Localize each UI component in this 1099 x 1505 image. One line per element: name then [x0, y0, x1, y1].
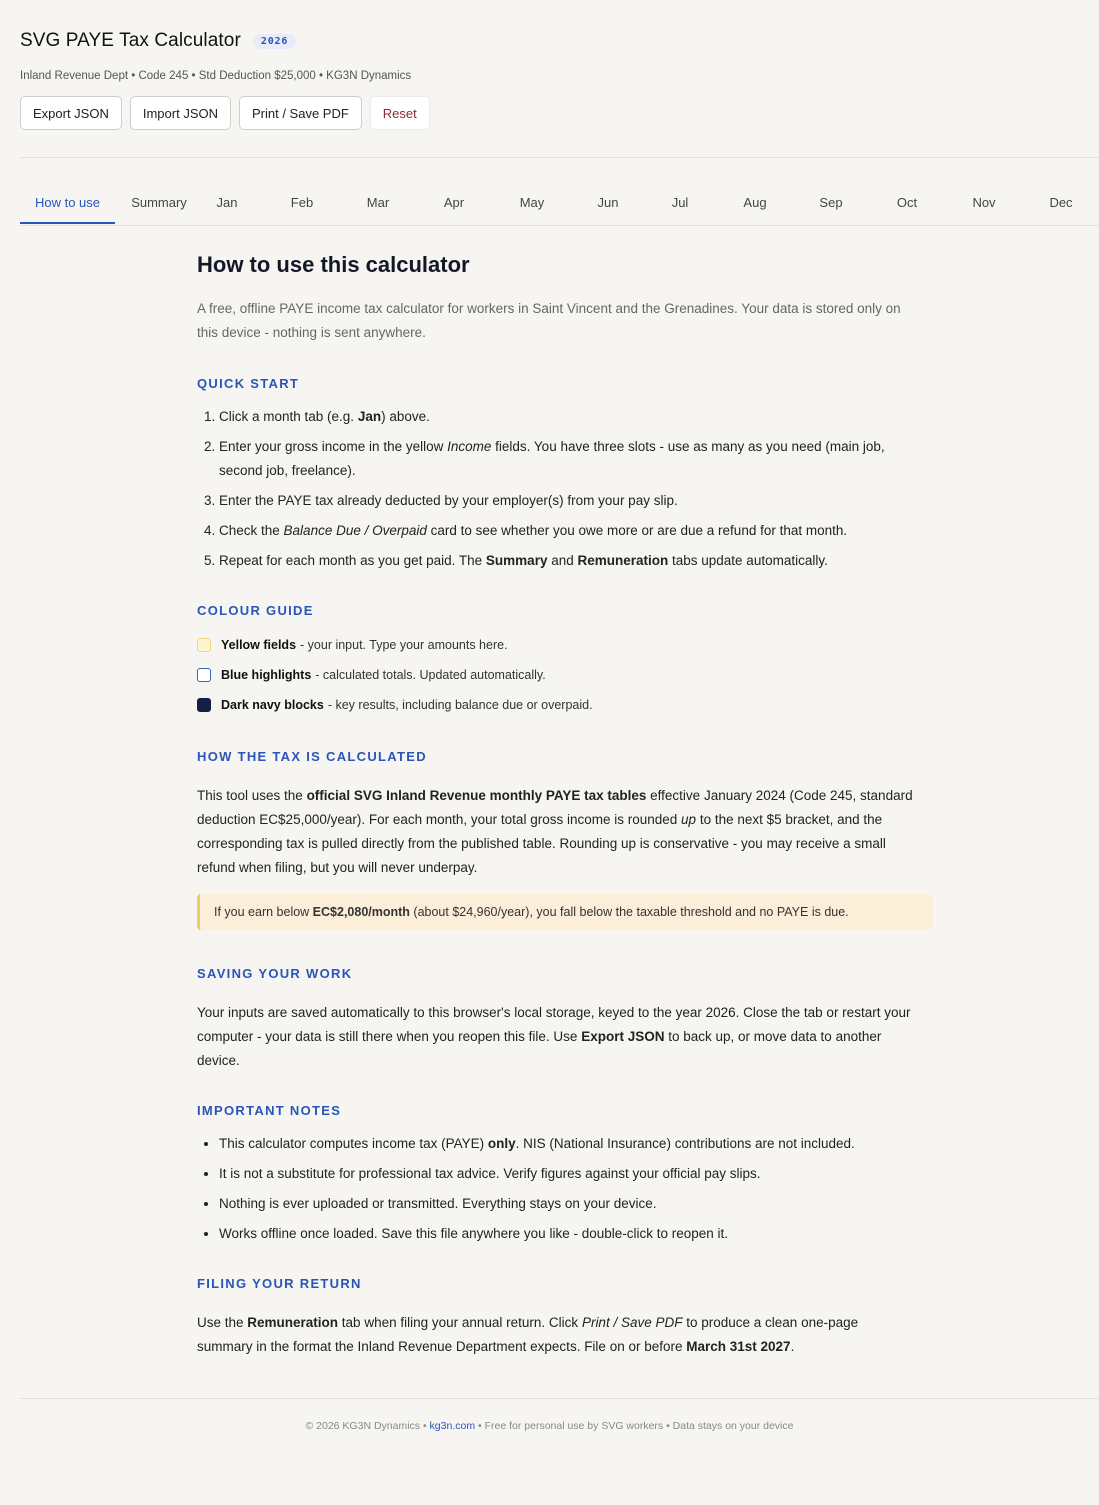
navy-swatch-icon [197, 698, 211, 712]
app-subtitle: Inland Revenue Dept • Code 245 • Std Deduction $25,000 • KG3N Dynamics [20, 70, 412, 82]
section-heading-saving: SAVING YOUR WORK [197, 966, 353, 981]
reset-button[interactable]: Reset [370, 96, 430, 130]
app-title: SVG PAYE Tax Calculator [20, 30, 241, 51]
quick-start-steps [197, 405, 917, 573]
saving-section [197, 966, 917, 1073]
footer-divider [20, 1398, 1099, 1399]
threshold-callout: If you earn below EC$2,080/month (about $24,960/year), you fall below the taxable threshold and no PAYE is due. [197, 894, 933, 930]
header-divider [20, 157, 1099, 158]
app-header [0, 0, 1099, 130]
tab-mar[interactable]: Mar [366, 195, 390, 210]
section-heading-how-tax-calculated: HOW THE TAX IS CALCULATED [197, 749, 427, 764]
note-item: • It is not a substitute for professional tax advice. Verify figures against your official pay slips. [219, 1162, 917, 1186]
note-item: • Works offline once loaded. Save this file anywhere you like - double-click to reopen it. [219, 1222, 917, 1246]
tab-apr[interactable]: Apr [443, 195, 465, 210]
tab-jul[interactable]: Jul [671, 195, 689, 210]
tab-jan[interactable]: Jan [216, 195, 238, 210]
tab-feb[interactable]: Feb [290, 195, 314, 210]
footer: © 2026 KG3N Dynamics • kg3n.com • Free for personal use by SVG workers • Data stays on your device [305, 1420, 794, 1432]
quick-start-section [197, 376, 917, 579]
tab-oct[interactable]: Oct [896, 195, 918, 210]
tab-dec[interactable]: Dec [1049, 195, 1073, 210]
blue-swatch-icon [197, 668, 211, 682]
filing-text: Use the Remuneration tab when filing your annual return. Click Print / Save PDF to produce a clean one-page summary in the format the Inland Revenue Department expects. File on or before March 31st 2027. [197, 1315, 859, 1354]
tab-summary[interactable]: Summary [131, 195, 187, 210]
section-heading-important-notes: IMPORTANT NOTES [197, 1103, 342, 1118]
tab-may[interactable]: May [519, 195, 545, 210]
colour-guide-item-blue: Blue highlights - calculated totals. Updated automatically. [197, 665, 917, 685]
year-badge: 2026 [253, 34, 296, 49]
colour-guide-item-yellow: Yellow fields - your input. Type your amounts here. [197, 635, 917, 655]
tab-aug[interactable]: Aug [743, 195, 767, 210]
print-save-pdf-button[interactable]: Print / Save PDF [239, 96, 362, 130]
section-heading-quick-start: QUICK START [197, 376, 300, 391]
yellow-swatch-icon [197, 638, 211, 652]
kg3n-link[interactable]: kg3n.com [429, 1420, 476, 1432]
filing-section [197, 1276, 917, 1359]
tab-how-to-use[interactable]: How to use [20, 182, 115, 224]
important-notes-section [197, 1103, 917, 1252]
tab-sep[interactable]: Sep [819, 195, 843, 210]
how-to-use-panel [197, 252, 917, 1354]
step-item: 2. Enter your gross income in the yellow Income fields. You have three slots - use as many as you need (main job, second job, freelance). [219, 435, 917, 483]
step-item: 5. Repeat for each month as you get paid. The Summary and Remuneration tabs update automatically. [219, 549, 917, 573]
tax-calculation-section [197, 749, 917, 930]
section-heading-filing: FILING YOUR RETURN [197, 1276, 362, 1291]
import-json-button[interactable]: Import JSON [130, 96, 231, 130]
tab-bar [20, 182, 1099, 226]
page-title: How to use this calculator [197, 252, 470, 277]
colour-guide-item-navy: Dark navy blocks - key results, including balance due or overpaid. [197, 695, 917, 715]
tab-jun[interactable]: Jun [597, 195, 619, 210]
intro-text: A free, offline PAYE income tax calculator for workers in Saint Vincent and the Grenadines. Your data is stored only on this device - nothing is sent anywhere. [197, 301, 901, 340]
step-item: 4. Check the Balance Due / Overpaid card to see whether you owe more or are due a refund for that month. [219, 519, 917, 543]
tab-nov[interactable]: Nov [972, 195, 996, 210]
section-heading-colour-guide: COLOUR GUIDE [197, 603, 314, 618]
step-item: 3. Enter the PAYE tax already deducted by your employer(s) from your pay slip. [219, 489, 917, 513]
colour-guide-section [197, 603, 917, 725]
saving-text: Your inputs are saved automatically to this browser's local storage, keyed to the year 2026. Close the tab or restart your computer - your data is still there when you reopen this file. Use Export JSON to back up, or move data to another device. [197, 1005, 911, 1068]
important-notes-list [197, 1132, 917, 1246]
note-item: • Nothing is ever uploaded or transmitted. Everything stays on your device. [219, 1192, 917, 1216]
export-json-button[interactable]: Export JSON [20, 96, 122, 130]
step-item: 1. Click a month tab (e.g. Jan) above. [219, 405, 917, 429]
note-item: • This calculator computes income tax (PAYE) only. NIS (National Insurance) contributions are not included. [219, 1132, 917, 1156]
tax-calculation-text: This tool uses the official SVG Inland Revenue monthly PAYE tax tables effective January 2024 (Code 245, standard deduction EC$25,000/year). For each month, your total gross income is rounded up to the next $5 bracket, and the corresponding tax is pulled directly from the published table. Rounding up is conservative - you may receive a small refund when filing, but you will never underpay. [197, 788, 913, 875]
action-bar [20, 96, 1079, 130]
